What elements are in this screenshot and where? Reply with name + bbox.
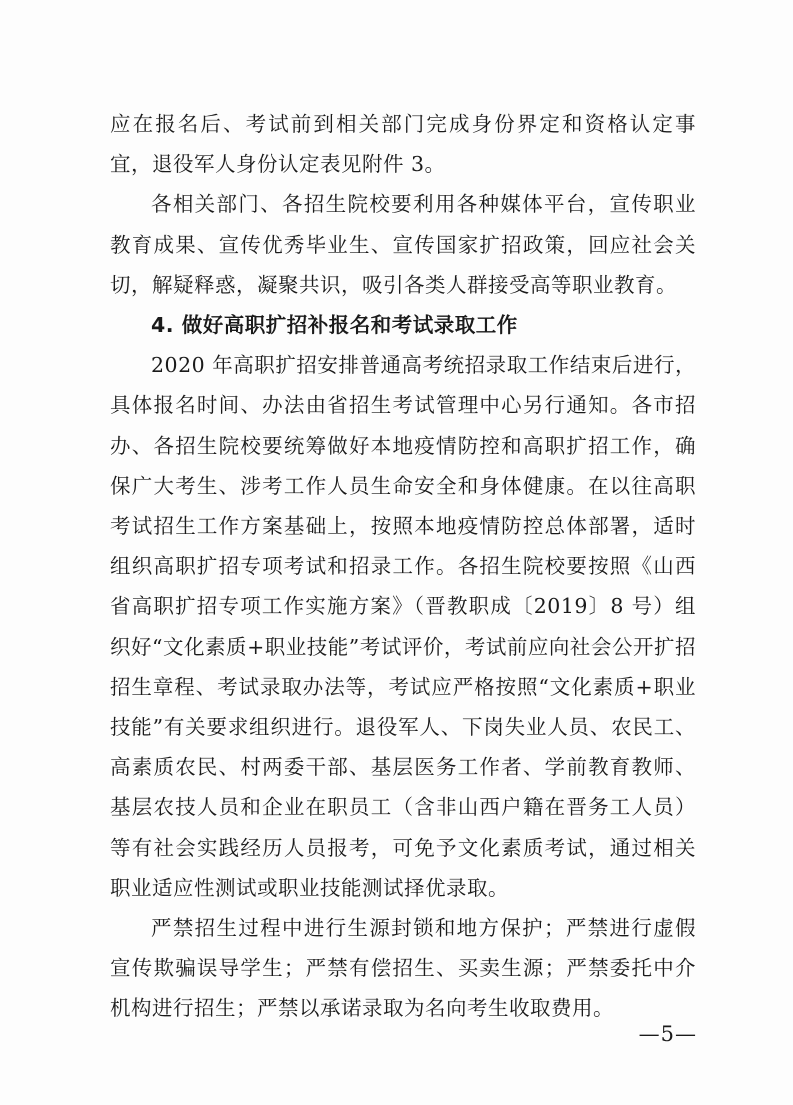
paragraph-enrollment-arrangement: 2020 年高职扩招安排普通高考统招录取工作结束后进行，具体报名时间、办法由省招生考试管理中心另行通知。各市招办、各招生院校要统筹做好本地疫情防控和高职扩招工作，确保广大考生、涉考工作人员生命安全和身体健康。在以往高职考试招生工作方案基础上，按照本地疫情防控总体部署，适时组织高职扩招专项考试和招录工作。各招生院校要按照《山西省高职扩招专项工作实施方案》（晋教职成〔2019〕8 号）组织好“文化素质+职业技能”考试评价，考试前应向社会公开扩招招生章程、考试录取办法等，考试应严格按照“文化素质+职业技能”有关要求组织进行。退役军人、下岗失业人员、农民工、高素质农民、村两委干部、基层医务工作者、学前教育教师、基层农技人员和企业在职员工（含非山西户籍在晋务工人员）等有社会实践经历人员报考，可免予文化素质考试，通过相关职业适应性测试或职业技能测试择优录取。: [110, 353, 696, 900]
paragraph-continuation: 应在报名后、考试前到相关部门完成身份界定和资格认定事宜，退役军人身份认定表见附件 3。: [110, 112, 696, 177]
paragraph-media-publicity: 各相关部门、各招生院校要利用各种媒体平台，宣传职业教育成果、宣传优秀毕业生、宣传国家扩招政策，回应社会关切，解疑释惑，凝聚共识，吸引各类人群接受高等职业教育。: [110, 192, 696, 297]
page-number: —5—: [638, 1022, 697, 1046]
paragraph-prohibitions: 严禁招生过程中进行生源封锁和地方保护；严禁进行虚假宣传欺骗误导学生；严禁有偿招生、买卖生源；严禁委托中介机构进行招生；严禁以承诺录取为名向考生收取费用。: [110, 916, 696, 1021]
section-heading: 4. 做好高职扩招补报名和考试录取工作: [151, 313, 518, 338]
document-body: [110, 104, 696, 1029]
